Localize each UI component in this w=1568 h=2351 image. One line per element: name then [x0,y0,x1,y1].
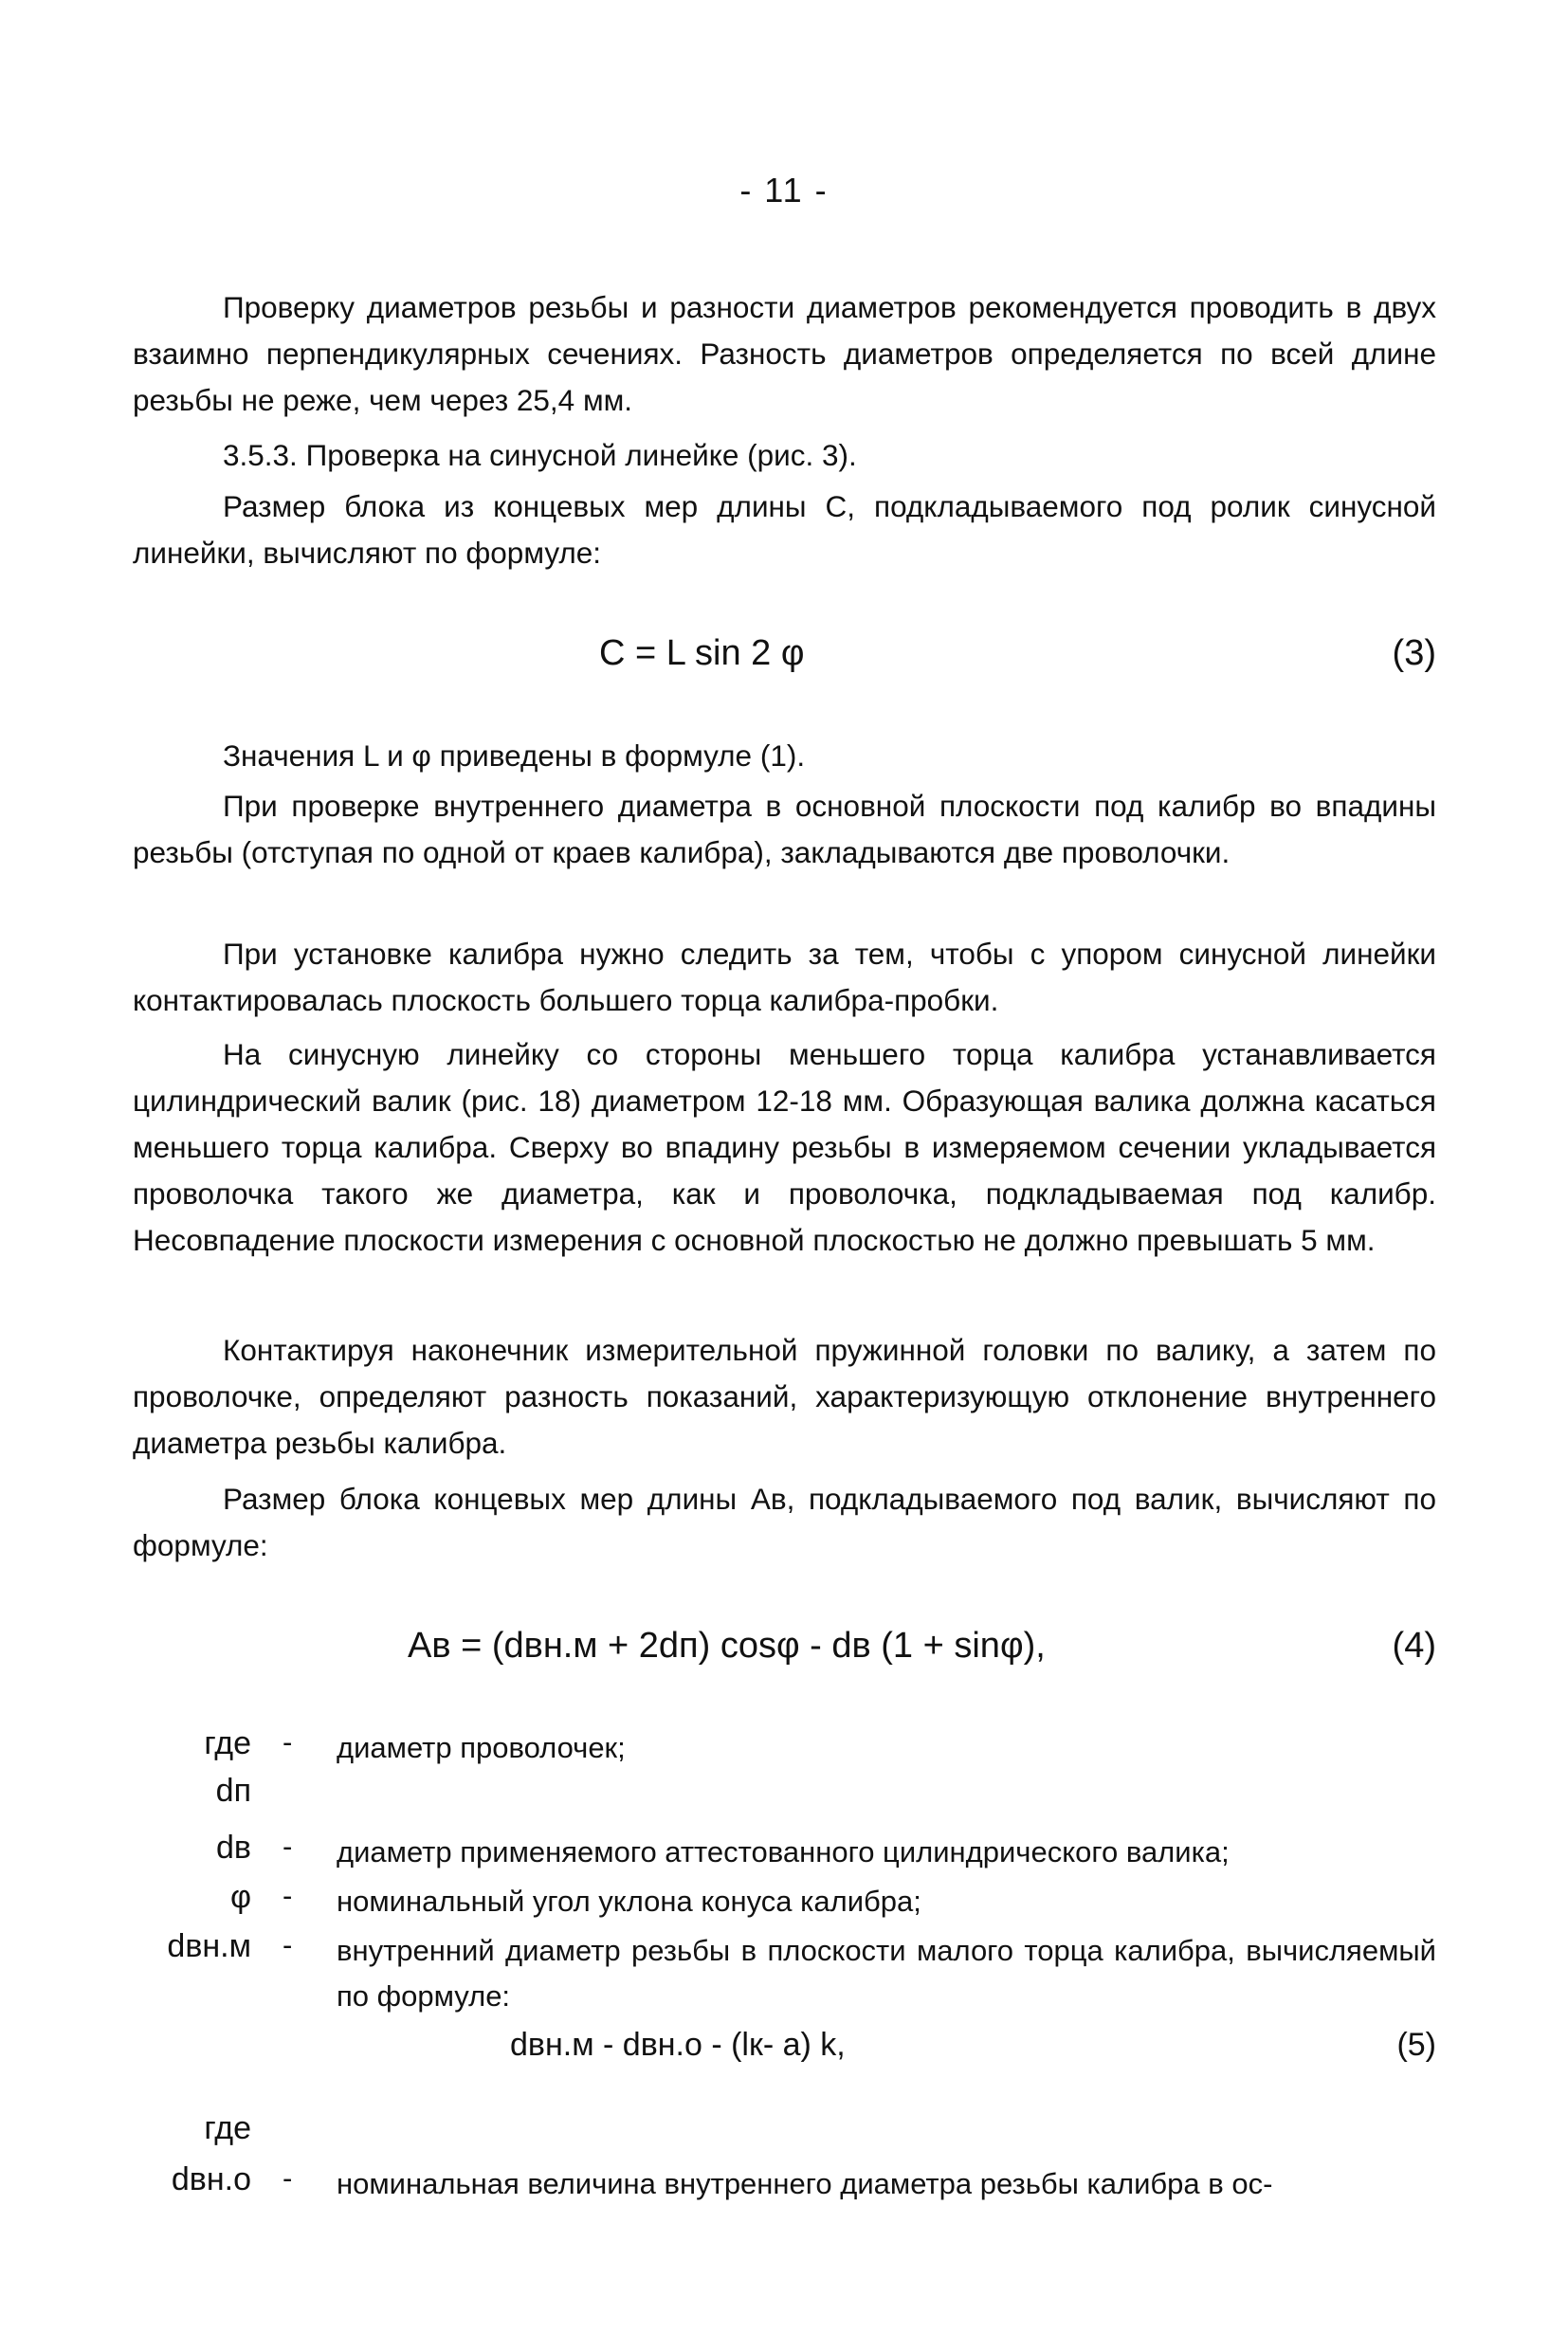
definition-dash: - [283,1879,293,1912]
definition-dash: - [283,2161,293,2195]
page-number: - 11 - [739,171,829,210]
definition-dash: - [283,1830,293,1863]
formula-3 [133,633,1436,690]
paragraph-7-text: На синусную линейку со стороны меньшего торца калибра устанавливается цилиндрический валик (рис. 18) диаметром 12-18 мм. Образующая валика должна касаться меньшего торца калибра. Сверху во впадину резьбы в измеряемом сечении укладывается проволочка такого же диаметра, как и проволочка, подкладываемая под калибр. Несовпадение плоскости измерения с основной плоскостью не должно превышать 5 мм. [133,1037,1436,1257]
definition-symbol-dv: dв [216,1830,251,1866]
definition-text-dvn-m: внутренний диаметр резьбы в плоскости малого торца калибра, вычисляемый по формуле: [337,1934,1436,2013]
paragraph-2 [133,432,1436,479]
formula-4-number: (4) [1392,1626,1436,1666]
definition-row-dvn-m [133,1928,1436,2023]
paragraph-8-text: Контактируя наконечник измерительной пружинной головки по валику, а затем по проволочке, определяют разность показаний, характеризующую отклонение внутреннего диаметра резьбы калибра. [133,1333,1436,1460]
formula-3-number: (3) [1392,633,1436,673]
definition-where-row [133,1725,1436,1771]
definition-row-dp [133,1773,1436,1818]
paragraph-4-text: Значения L и φ приведены в формуле (1). [223,738,806,773]
definition-row-dvn-o [133,2161,1436,2207]
paragraph-5 [133,783,1436,876]
definition-symbol-dvn-m: dвн.м [167,1928,251,1964]
formula-4 [133,1626,1436,1683]
definition-row-phi [133,1879,1436,1924]
paragraph-9 [133,1476,1436,1569]
formula-3-expression: C = L sin 2 φ [599,633,805,673]
formula-5-number: (5) [1396,2027,1436,2063]
paragraph-3-text: Размер блока из концевых мер длины С, подкладываемого под ролик синусной линейки, вычисляют по формуле: [133,489,1436,570]
definition-dash: - [283,1928,293,1961]
paragraph-7 [133,1031,1436,1264]
definition-symbol-dp: dп [215,1773,251,1809]
definition-text-dv: диаметр применяемого аттестованного цилиндрического валика; [337,1835,1230,1868]
paragraph-1-text: Проверку диаметров резьбы и разности диаметров рекомендуется проводить в двух взаимно перпендикулярных сечениях. Разность диаметров определяется по всей длине резьбы не реже, чем через 25,4 мм. [133,290,1436,417]
formula-4-expression: Ав = (dвн.м + 2dп) cosφ - dв (1 + sinφ), [408,1626,1046,1666]
where-label-2: где [204,2110,251,2146]
definition-text-dvn-o: номинальная величина внутреннего диаметра резьбы калибра в ос- [337,2167,1273,2200]
definition-dash: - [283,1725,293,1759]
definition-row-dv [133,1830,1436,1875]
definition-where-row-2 [133,2110,1436,2156]
paragraph-8 [133,1327,1436,1467]
paragraph-6 [133,931,1436,1024]
paragraph-5-text: При проверке внутреннего диаметра в основной плоскости под калибр во впадины резьбы (отступая по одной от краев калибра), закладываются две проволочки. [133,789,1436,869]
definition-symbol-phi: φ [229,1879,251,1915]
definition-text-dp: диаметр проволочек; [337,1731,626,1764]
section-heading-3-5-3: 3.5.3. Проверка на синусной линейке (рис. 3). [223,438,857,472]
paragraph-4 [133,733,1436,779]
definition-text-phi: номинальный угол уклона конуса калибра; [337,1885,921,1918]
paragraph-3 [133,483,1436,576]
paragraph-9-text: Размер блока концевых мер длины Ав, подкладываемого под валик, вычисляют по формуле: [133,1482,1436,1562]
where-label: где [204,1725,251,1761]
paragraph-1 [133,284,1436,424]
formula-5-expression: dвн.м - dвн.о - (lк- a) k, [510,2027,846,2063]
definition-symbol-dvn-o: dвн.о [171,2161,251,2197]
paragraph-6-text: При установке калибра нужно следить за тем, чтобы с упором синусной линейки контактировалась плоскость большего торца калибра-пробки. [133,937,1436,1017]
